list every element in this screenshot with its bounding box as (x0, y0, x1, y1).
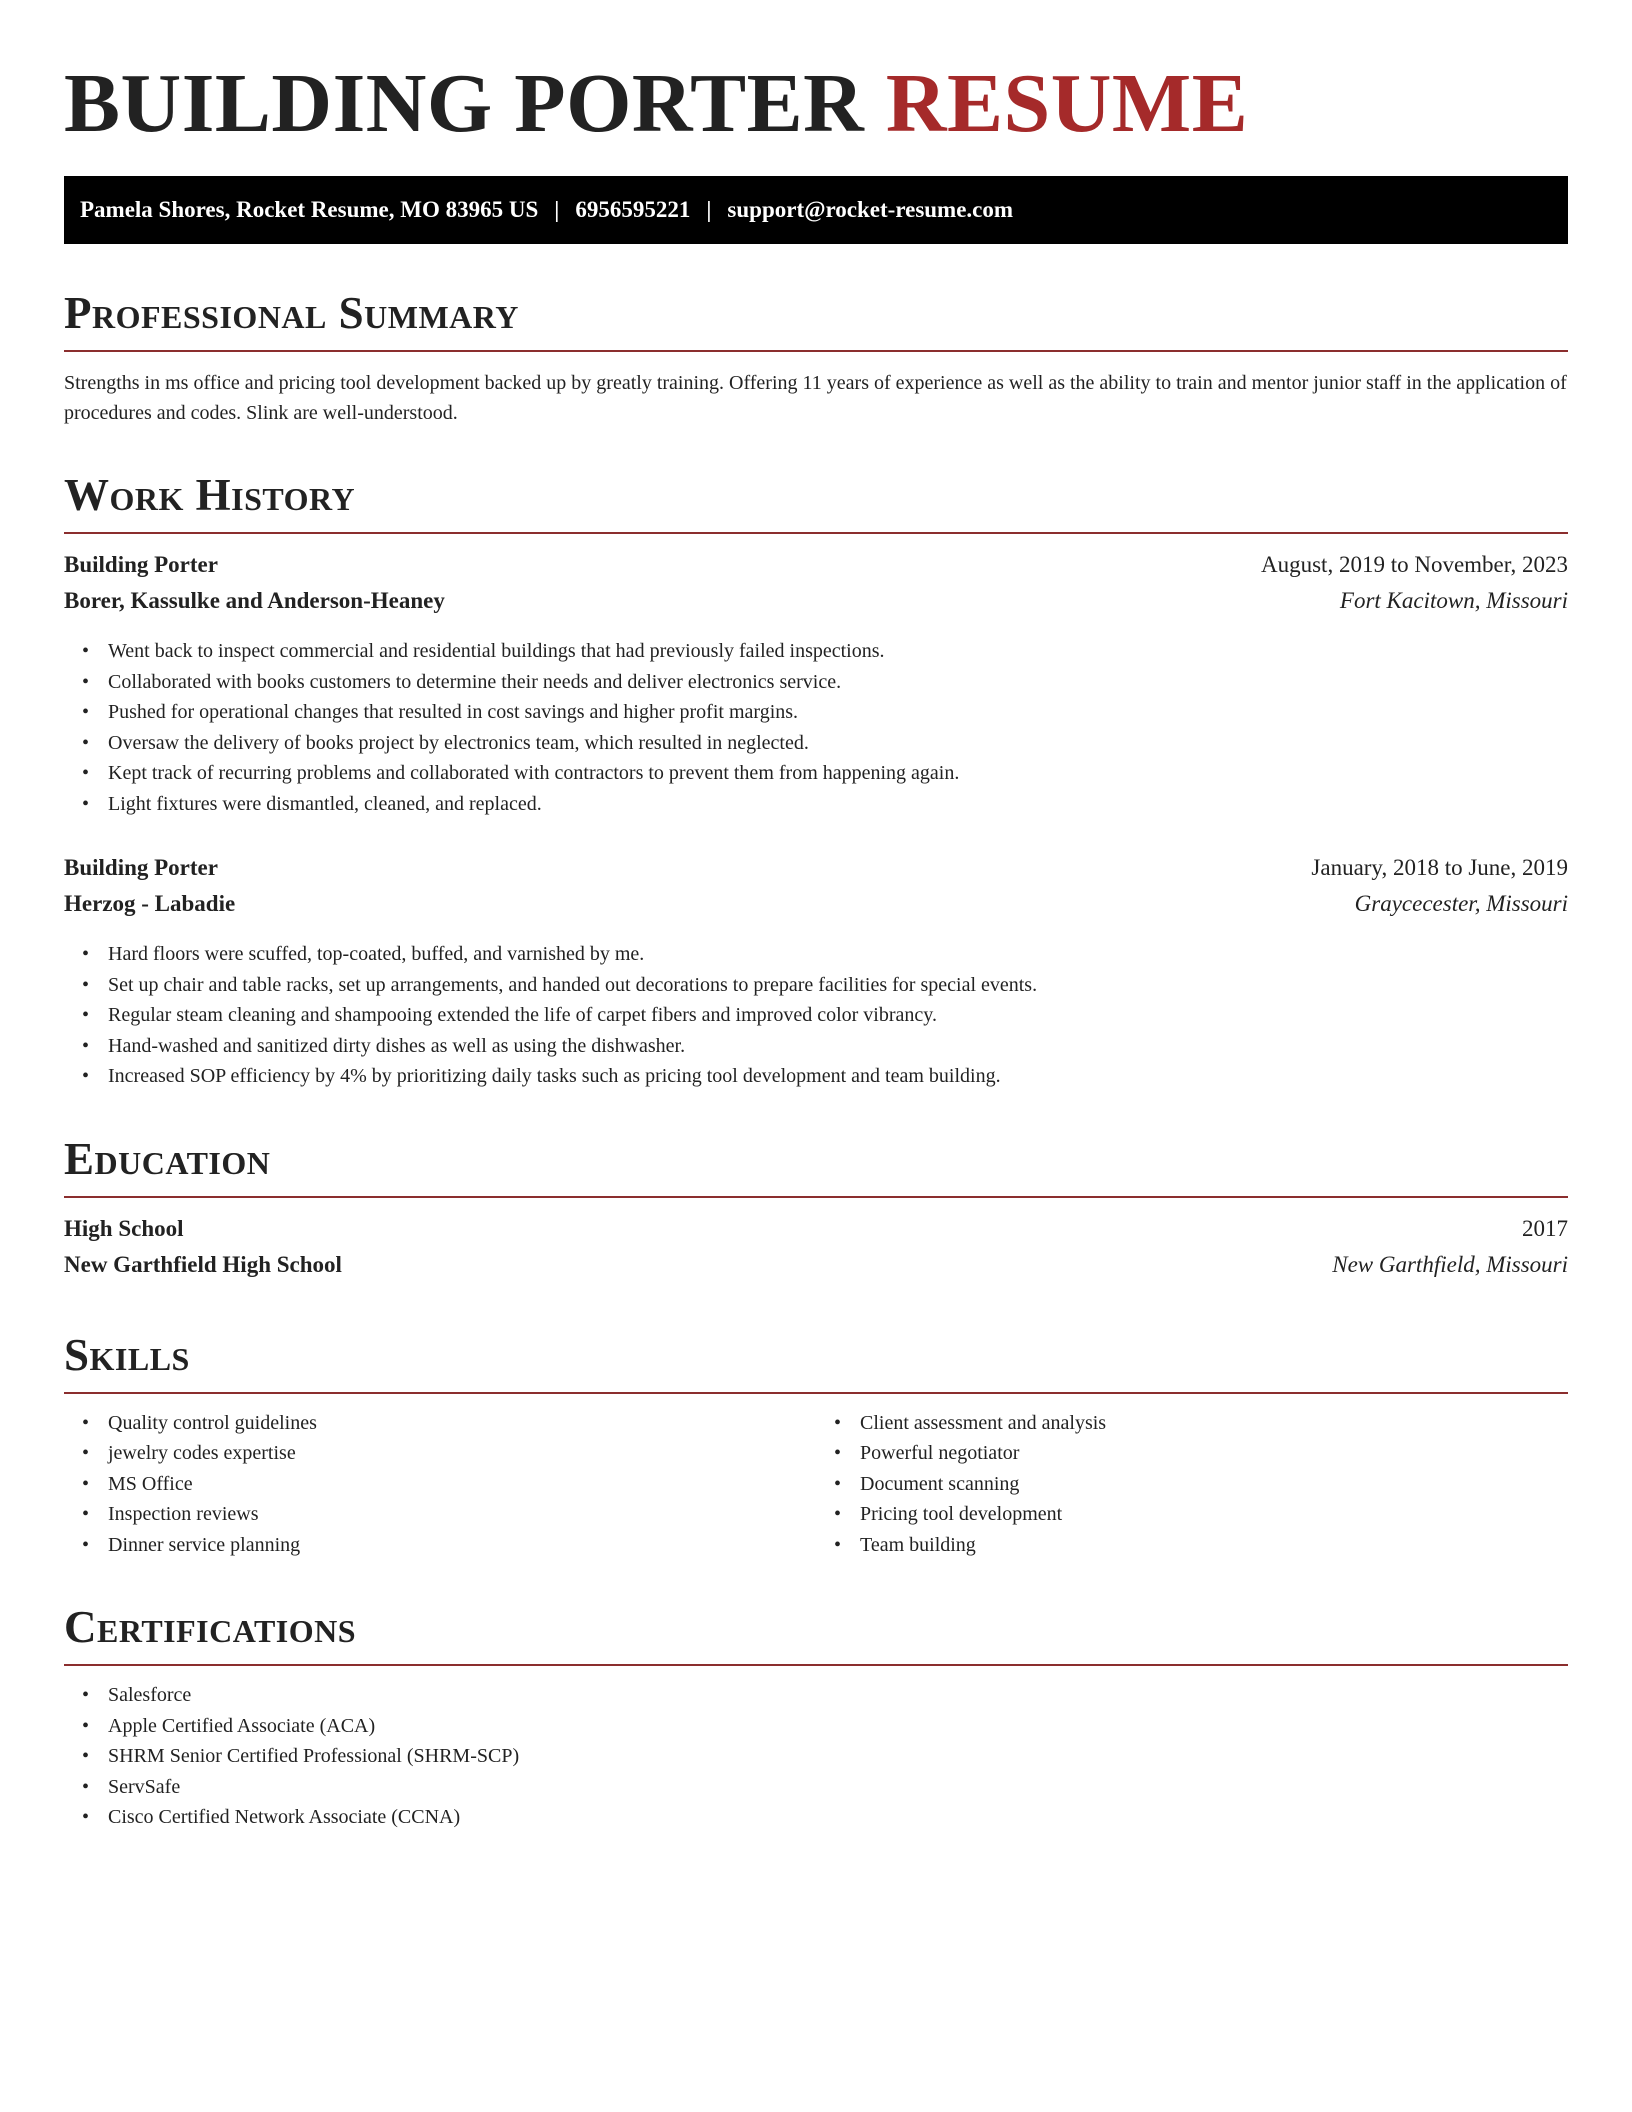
skills-section (64, 1330, 1568, 1561)
job-bullet: • Hard floors were scuffed, top-coated, buffed, and varnished by me. (108, 939, 1568, 970)
education-entry (64, 1216, 1568, 1288)
job-company-row (64, 588, 1568, 624)
job-bullet: • Went back to inspect commercial and residential buildings that had previously failed inspections. (108, 636, 1568, 667)
education-heading: Education (64, 1134, 1568, 1198)
skill-item: • Team building (860, 1530, 1568, 1561)
job-header-row (64, 552, 1568, 588)
contact-email: support@rocket-resume.com (727, 197, 1014, 222)
certification-item: • ServSafe (108, 1772, 1568, 1803)
skill-item: • jewelry codes expertise (108, 1438, 816, 1469)
skill-item: • Document scanning (860, 1469, 1568, 1500)
skill-item: • Quality control guidelines (108, 1408, 816, 1439)
certifications-section (64, 1602, 1568, 1833)
summary-heading: Professional Summary (64, 288, 1568, 352)
resume-title (64, 58, 1568, 150)
skill-item: • Client assessment and analysis (860, 1408, 1568, 1439)
job-bullet: • Set up chair and table racks, set up arrangements, and handed out decorations to prepare facilities for special events. (108, 970, 1568, 1001)
title-accent: RESUME (885, 57, 1249, 150)
job-bullet: • Collaborated with books customers to determine their needs and deliver electronics service. (108, 667, 1568, 698)
job-header-row (64, 855, 1568, 891)
contact-separator: | (554, 197, 560, 222)
job-entry (64, 552, 1568, 819)
certification-item: • Cisco Certified Network Associate (CCNA) (108, 1802, 1568, 1833)
summary-text: Strengths in ms office and pricing tool development backed up by greatly training. Offering 11 years of experience as well as the ability to train and mentor junior staff in the application of procedures and codes. Slink are well-understood. (64, 372, 1567, 424)
education-header-row (64, 1216, 1568, 1252)
education-year: 2017 (1522, 1215, 1568, 1241)
contact-bar (64, 176, 1568, 244)
work-history-heading: Work History (64, 470, 1568, 534)
job-bullet: • Increased SOP efficiency by 4% by prioritizing daily tasks such as pricing tool development and team building. (108, 1061, 1568, 1092)
certification-item: • SHRM Senior Certified Professional (SHRM-SCP) (108, 1741, 1568, 1772)
skills-left-column (64, 1408, 816, 1561)
skills-heading: Skills (64, 1330, 1568, 1394)
certifications-list (64, 1680, 1568, 1833)
job-bullet: • Light fixtures were dismantled, cleaned, and replaced. (108, 789, 1568, 820)
job-bullet: • Hand-washed and sanitized dirty dishes as well as using the dishwasher. (108, 1031, 1568, 1062)
skill-item: • MS Office (108, 1469, 816, 1500)
skill-item: • Pricing tool development (860, 1499, 1568, 1530)
education-school-row (64, 1252, 1568, 1288)
job-bullets (64, 939, 1568, 1092)
contact-address: Pamela Shores, Rocket Resume, MO 83965 US (80, 197, 539, 222)
job-bullet: • Pushed for operational changes that resulted in cost savings and higher profit margins. (108, 697, 1568, 728)
skill-item: • Powerful negotiator (860, 1438, 1568, 1469)
job-bullet: • Oversaw the delivery of books project by electronics team, which resulted in neglected. (108, 728, 1568, 759)
education-school: New Garthfield High School (64, 1251, 342, 1277)
skills-grid (64, 1408, 1568, 1561)
certifications-heading: Certifications (64, 1602, 1568, 1666)
summary-section (64, 288, 1568, 428)
contact-separator: | (706, 197, 712, 222)
job-bullets (64, 636, 1568, 819)
education-location: New Garthfield, Missouri (1332, 1251, 1568, 1277)
job-bullet: • Regular steam cleaning and shampooing extended the life of carpet fibers and improved color vibrancy. (108, 1000, 1568, 1031)
education-degree: High School (64, 1215, 184, 1241)
job-location: Fort Kacitown, Missouri (1339, 588, 1568, 613)
job-title: Building Porter (64, 552, 218, 577)
job-dates: August, 2019 to November, 2023 (1261, 552, 1568, 577)
certification-item: • Salesforce (108, 1680, 1568, 1711)
job-company-row (64, 891, 1568, 927)
job-entry (64, 855, 1568, 1092)
education-section (64, 1134, 1568, 1288)
title-main: BUILDING PORTER (64, 57, 865, 150)
skills-right-column (816, 1408, 1568, 1561)
job-company: Herzog - Labadie (64, 891, 236, 916)
certification-item: • Apple Certified Associate (ACA) (108, 1711, 1568, 1742)
contact-phone: 6956595221 (575, 197, 691, 222)
skill-item: • Inspection reviews (108, 1499, 816, 1530)
job-location: Graycecester, Missouri (1354, 891, 1568, 916)
work-history-section (64, 470, 1568, 1092)
skill-item: • Dinner service planning (108, 1530, 816, 1561)
job-title: Building Porter (64, 855, 218, 880)
job-bullet: • Kept track of recurring problems and collaborated with contractors to prevent them from happening again. (108, 758, 1568, 789)
job-company: Borer, Kassulke and Anderson-Heaney (64, 588, 445, 613)
job-dates: January, 2018 to June, 2019 (1311, 855, 1568, 880)
